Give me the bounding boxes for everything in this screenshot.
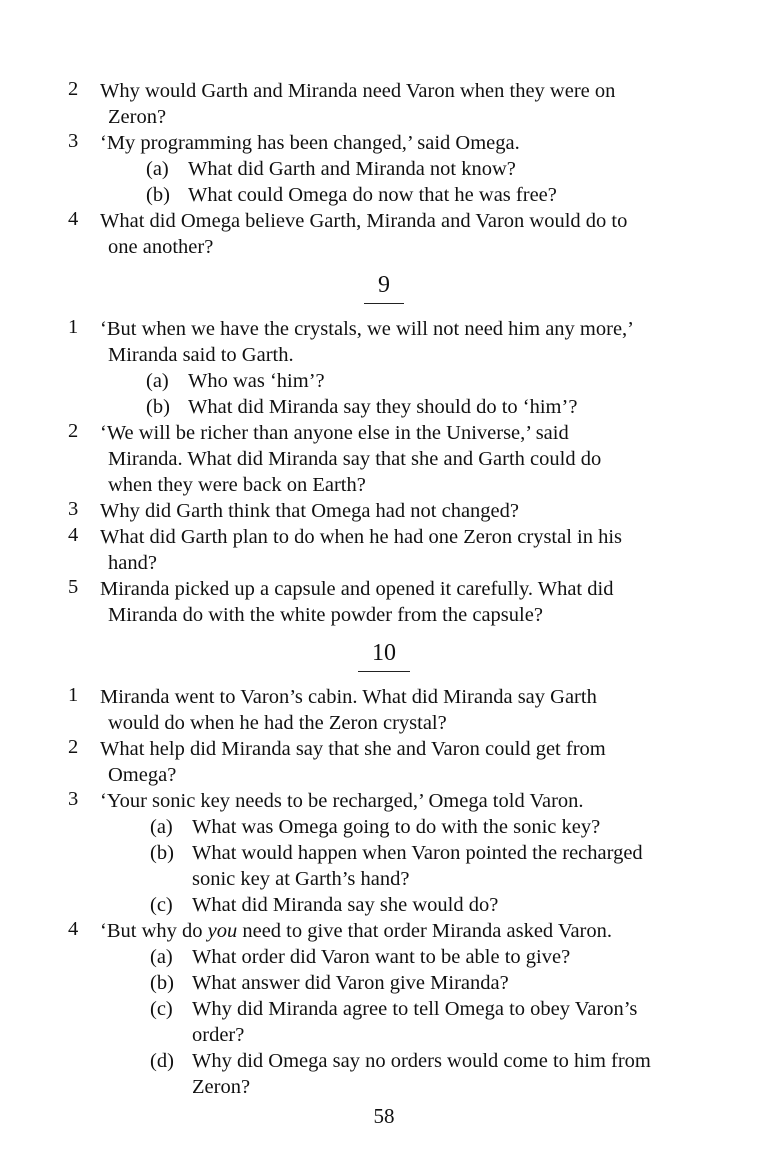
question-number: 4 [68,524,79,546]
subquestion-10-4d [150,1048,720,1100]
question-text: Miranda went to Varon’s cabin. What did Miranda say Garth [100,686,597,708]
subquestion-text: Why did Miranda agree to tell Omega to obey Varon’s [192,998,638,1020]
question-text: What did Garth plan to do when he had one Zeron crystal in his [100,526,623,548]
subquestion-label: (a) [150,816,173,838]
question-9-1 [68,316,718,368]
subquestion-label: (b) [146,396,170,418]
question-number: 4 [68,208,79,230]
question-10-4 [68,918,718,944]
question-text: Why would Garth and Miranda need Varon when they were on [100,80,616,102]
subquestion-label: (d) [150,1050,174,1072]
subquestion-label: (a) [146,370,169,392]
question-9-3 [68,498,718,524]
question-9-4 [68,524,718,576]
page-number: 58 [373,1104,395,1128]
question-text: Miranda picked up a capsule and opened it carefully. What did [100,578,614,600]
subquestion-text: What order did Varon want to be able to give? [192,946,571,968]
question-number: 1 [68,684,79,706]
question-text-cont: one another? [108,236,214,258]
subquestion-text: What did Miranda say they should do to ‘him’? [188,396,578,418]
question-9-5 [68,576,718,628]
question-text: What help did Miranda say that she and Varon could get from [100,738,606,760]
subquestion-label: (b) [150,972,174,994]
question-8-3 [68,130,718,156]
question-number: 3 [68,788,79,810]
question-number: 1 [68,316,79,338]
question-text: ‘We will be richer than anyone else in the Universe,’ said [100,422,569,444]
question-number: 5 [68,576,79,598]
subquestion-label: (a) [146,158,169,180]
question-number: 4 [68,918,79,940]
subquestion-text: What did Miranda say she would do? [192,894,499,916]
question-text: Why did Garth think that Omega had not changed? [100,500,519,522]
subquestion-text: What answer did Varon give Miranda? [192,972,509,994]
subquestion-text: Why did Omega say no orders would come to him from [192,1050,651,1072]
chapter-heading-9 [0,272,768,304]
subquestion-9-1b [146,394,716,420]
subquestion-text: What did Garth and Miranda not know? [188,158,516,180]
subquestion-10-4a [150,944,720,970]
subquestion-text-cont: sonic key at Garth’s hand? [192,868,410,890]
question-number: 2 [68,736,79,758]
subquestion-text: What would happen when Varon pointed the recharged [192,842,643,864]
question-text-cont: Miranda do with the white powder from the capsule? [108,604,543,626]
question-text-cont: hand? [108,552,157,574]
subquestion-10-4c [150,996,720,1048]
subquestion-text: What could Omega do now that he was free? [188,184,557,206]
question-text-cont: would do when he had the Zeron crystal? [108,712,447,734]
subquestion-10-3c [150,892,720,918]
question-10-1 [68,684,718,736]
question-text-cont: Zeron? [108,106,167,128]
question-text-cont: Miranda. What did Miranda say that she and Garth could do [108,448,602,470]
subquestion-10-3a [150,814,720,840]
question-10-2 [68,736,718,788]
question-number: 2 [68,78,79,100]
question-10-3 [68,788,718,814]
subquestion-label: (c) [150,998,173,1020]
subquestion-text: What was Omega going to do with the sonic key? [192,816,601,838]
question-8-2 [68,78,718,130]
question-text-end: need to give that order Miranda asked Varon. [237,920,612,942]
question-text-cont: Omega? [108,764,177,786]
subquestion-label: (a) [150,946,173,968]
subquestion-label: (b) [150,842,174,864]
subquestion-text-cont: Zeron? [192,1076,251,1098]
chapter-heading-10 [0,640,768,672]
subquestion-9-1a [146,368,716,394]
question-text: ‘Your sonic key needs to be recharged,’ Omega told Varon. [100,790,584,812]
subquestion-text: Who was ‘him’? [188,370,325,392]
question-text-cont: when they were back on Earth? [108,474,366,496]
subquestion-8-3a [146,156,716,182]
question-text: ‘My programming has been changed,’ said Omega. [100,132,520,154]
subquestion-10-4b [150,970,720,996]
question-number: 3 [68,498,79,520]
subquestion-label: (b) [146,184,170,206]
subquestion-10-3b [150,840,720,892]
question-9-2 [68,420,718,498]
subquestion-8-3b [146,182,716,208]
question-number: 2 [68,420,79,442]
question-text: What did Omega believe Garth, Miranda and Varon would do to [100,210,628,232]
question-text-start: ‘But why do [100,920,208,942]
question-text: ‘But when we have the crystals, we will not need him any more,’ [100,318,634,340]
question-text-cont: Miranda said to Garth. [108,344,294,366]
question-number: 3 [68,130,79,152]
chapter-number: 10 [358,640,410,672]
question-8-4 [68,208,718,260]
question-text-emphasis: you [207,920,238,942]
subquestion-label: (c) [150,894,173,916]
subquestion-text-cont: order? [192,1024,245,1046]
chapter-number: 9 [364,272,404,304]
